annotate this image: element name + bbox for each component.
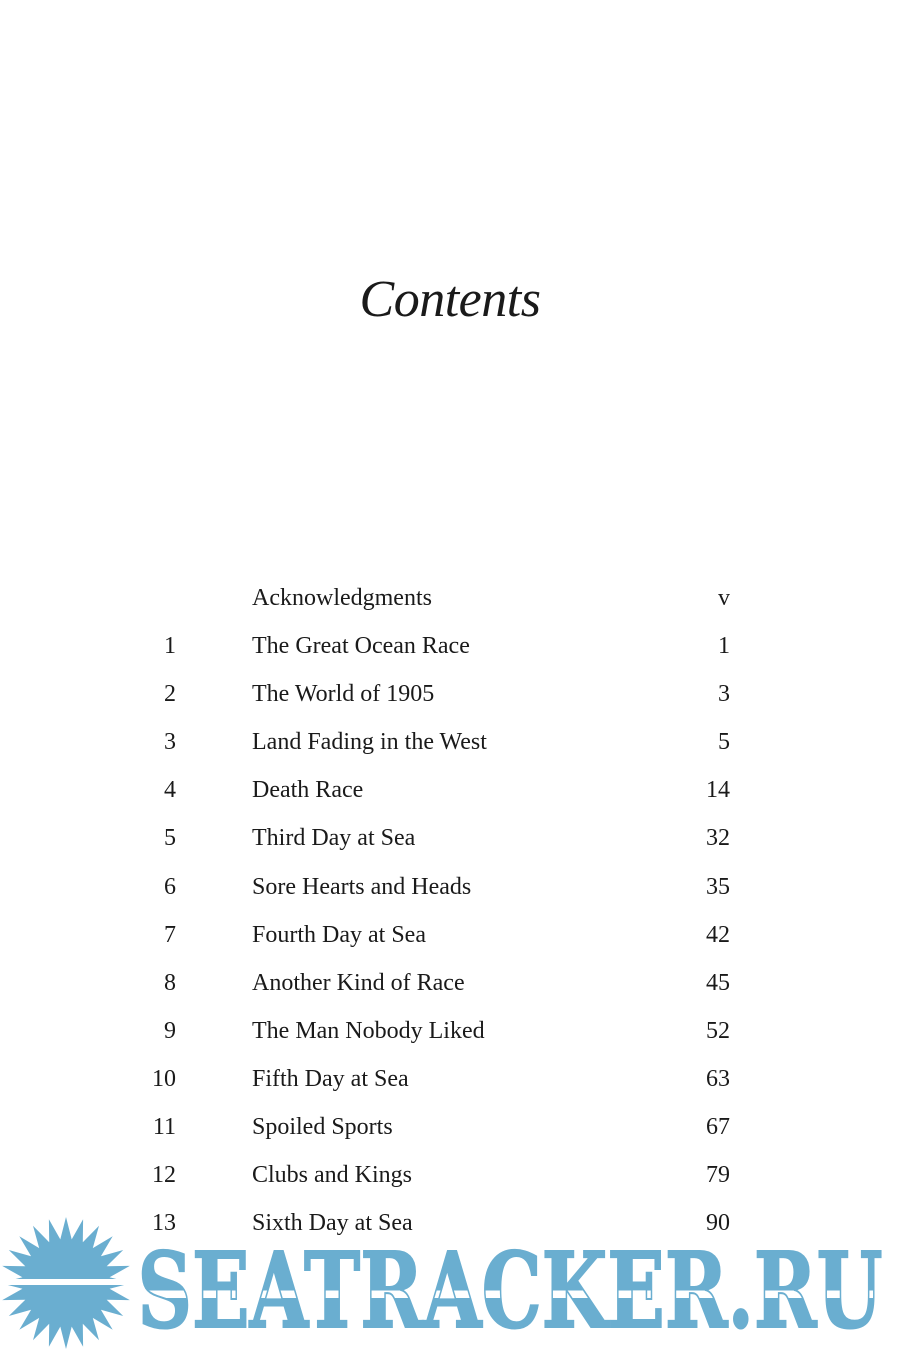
chapter-title: Sixth Day at Sea bbox=[252, 1210, 413, 1237]
toc-row bbox=[0, 814, 900, 862]
watermark-text: SEATRACKER.RU bbox=[137, 1229, 883, 1350]
chapter-title: Clubs and Kings bbox=[252, 1162, 413, 1189]
page-number: 79 bbox=[706, 1162, 730, 1189]
page-number: 5 bbox=[718, 729, 730, 756]
page-number: 14 bbox=[706, 777, 730, 804]
page-number: 42 bbox=[706, 921, 730, 948]
chapter-number: 4 bbox=[164, 777, 176, 804]
toc-row bbox=[0, 863, 900, 911]
chapter-title: Another Kind of Race bbox=[252, 969, 465, 996]
page-number: 3 bbox=[718, 681, 730, 708]
toc-row bbox=[0, 911, 900, 959]
chapter-number: 13 bbox=[152, 1210, 176, 1237]
chapter-number: 12 bbox=[152, 1162, 176, 1189]
chapter-title: Fifth Day at Sea bbox=[252, 1065, 409, 1092]
chapter-title: The World of 1905 bbox=[252, 681, 435, 708]
chapter-number: 10 bbox=[152, 1065, 176, 1092]
chapter-title: Acknowledgments bbox=[252, 585, 432, 611]
page-title: Contents bbox=[359, 271, 541, 328]
chapter-number: 6 bbox=[164, 873, 176, 900]
chapter-number: 5 bbox=[164, 825, 176, 852]
page-number: 63 bbox=[706, 1065, 730, 1092]
toc-row-acknowledgments bbox=[0, 574, 900, 622]
toc-row bbox=[0, 718, 900, 766]
chapter-number: 9 bbox=[164, 1017, 176, 1044]
toc-row bbox=[0, 766, 900, 814]
chapter-title: Land Fading in the West bbox=[252, 729, 487, 756]
chapter-title: The Man Nobody Liked bbox=[252, 1017, 485, 1044]
page-number: 45 bbox=[706, 969, 730, 996]
chapter-title: Third Day at Sea bbox=[252, 825, 416, 852]
chapter-number: 8 bbox=[164, 969, 176, 996]
watermark bbox=[0, 1215, 900, 1350]
page-number: 35 bbox=[706, 873, 730, 900]
page-number: 52 bbox=[706, 1017, 730, 1044]
table-of-contents bbox=[0, 574, 900, 1247]
chapter-title: The Great Ocean Race bbox=[252, 633, 470, 660]
toc-row bbox=[0, 1055, 900, 1103]
toc-row bbox=[0, 1151, 900, 1199]
page-number: v bbox=[718, 585, 730, 611]
chapter-number: 3 bbox=[164, 729, 176, 756]
chapter-number: 7 bbox=[164, 921, 176, 948]
chapter-number: 11 bbox=[152, 1114, 176, 1141]
toc-row bbox=[0, 959, 900, 1007]
chapter-title: Death Race bbox=[252, 777, 364, 804]
page-number: 1 bbox=[718, 633, 730, 660]
chapter-title: Fourth Day at Sea bbox=[252, 921, 426, 948]
horizon-line bbox=[0, 1279, 140, 1285]
chapter-title: Sore Hearts and Heads bbox=[252, 873, 472, 900]
toc-row bbox=[0, 1007, 900, 1055]
toc-row bbox=[0, 670, 900, 718]
toc-row bbox=[0, 1103, 900, 1151]
chapter-title: Spoiled Sports bbox=[252, 1114, 393, 1141]
sun-icon bbox=[0, 1217, 140, 1349]
page-number: 32 bbox=[706, 825, 730, 852]
chapter-number: 2 bbox=[164, 681, 176, 708]
chapter-number: 1 bbox=[164, 633, 176, 660]
toc-row bbox=[0, 622, 900, 670]
page-number: 90 bbox=[706, 1210, 730, 1237]
page-number: 67 bbox=[706, 1114, 730, 1141]
